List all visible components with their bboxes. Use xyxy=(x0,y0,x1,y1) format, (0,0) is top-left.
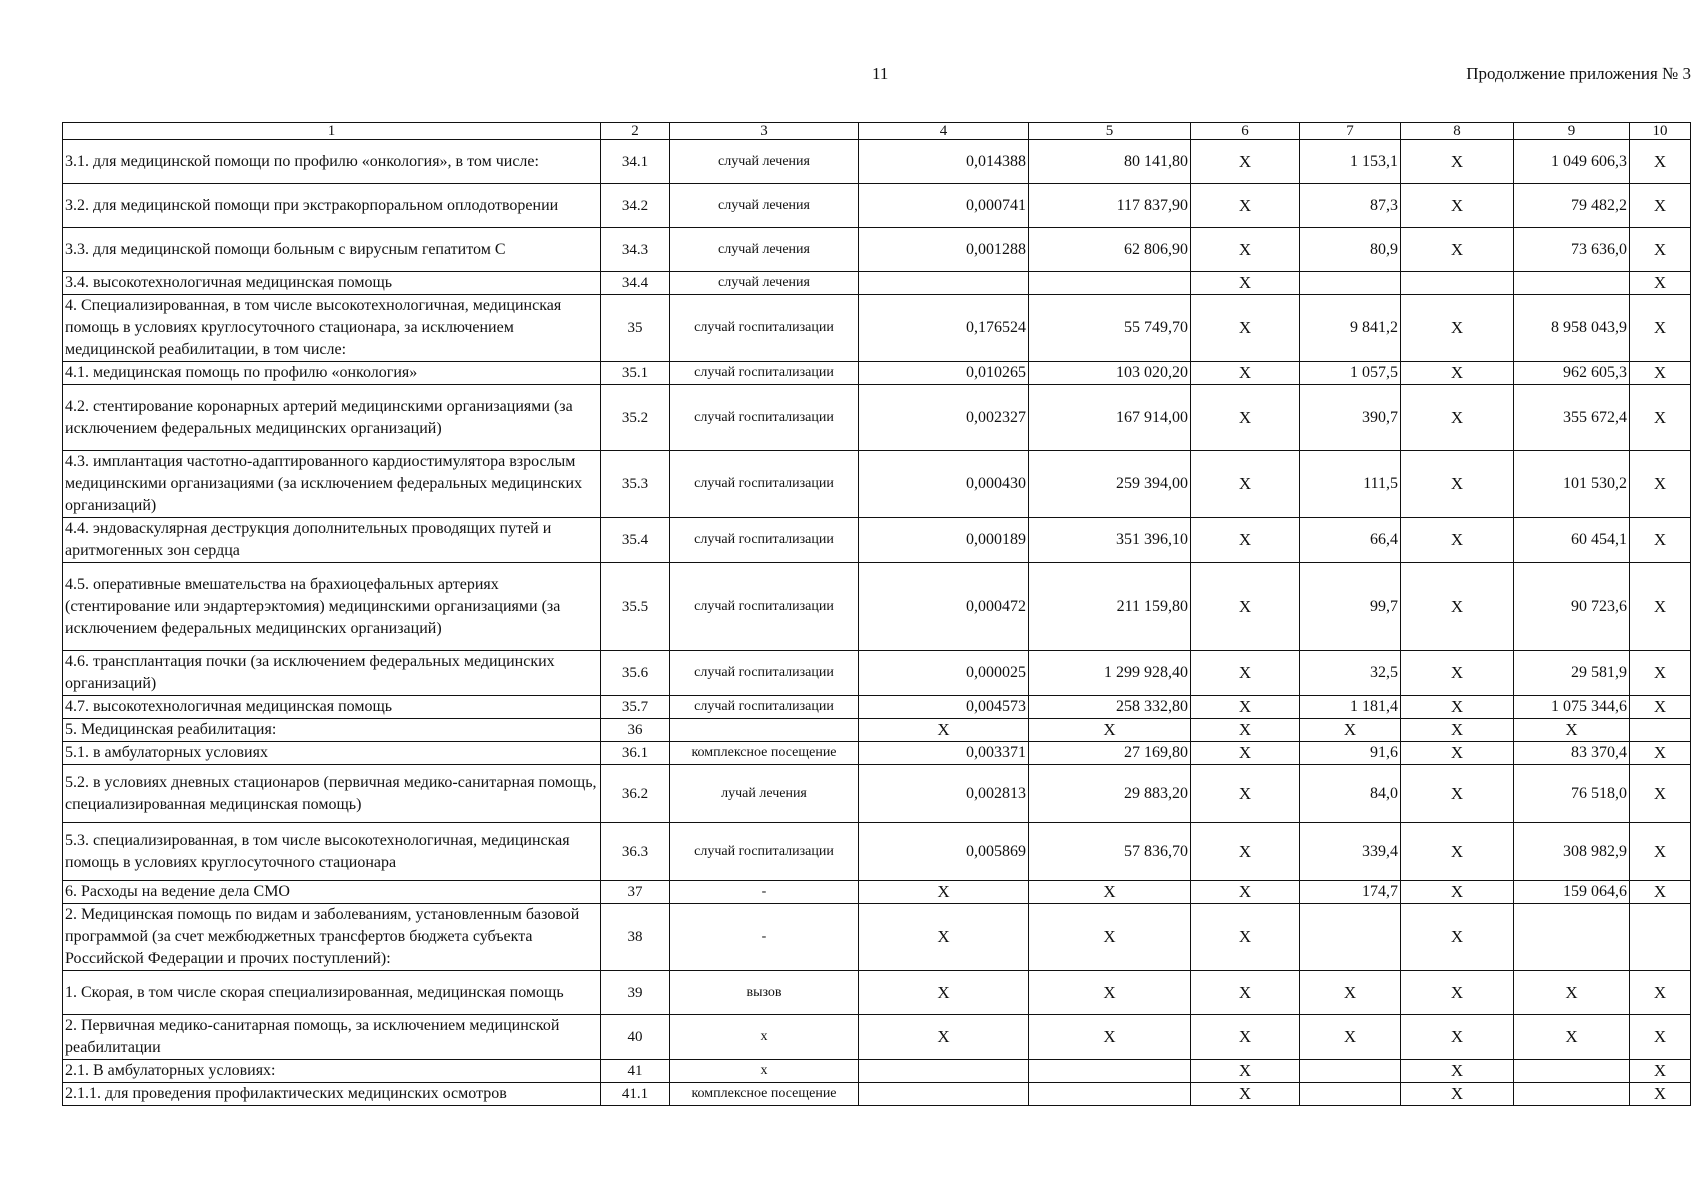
col8-cell: Х xyxy=(1401,1060,1514,1083)
col10-cell: Х xyxy=(1630,1015,1691,1060)
col9-cell: 101 530,2 xyxy=(1514,451,1630,518)
norm-value-cell: Х xyxy=(859,971,1029,1015)
row-code-cell: 40 xyxy=(601,1015,670,1060)
col10-cell: Х xyxy=(1630,971,1691,1015)
col6-cell: Х xyxy=(1191,904,1300,971)
norm-value-cell: 0,004573 xyxy=(859,696,1029,719)
col7-cell: 1 153,1 xyxy=(1300,140,1401,184)
col8-cell xyxy=(1401,272,1514,295)
norm-value-cell: 0,000741 xyxy=(859,184,1029,228)
col7-cell: 9 841,2 xyxy=(1300,295,1401,362)
cost-value-cell: Х xyxy=(1029,971,1191,1015)
unit-cell xyxy=(670,719,859,742)
norm-value-cell: 0,005869 xyxy=(859,823,1029,881)
col9-cell: 73 636,0 xyxy=(1514,228,1630,272)
appendix-continuation-note: Продолжение приложения № 3 xyxy=(1466,64,1691,83)
col7-cell: Х xyxy=(1300,719,1401,742)
norm-value-cell xyxy=(859,1083,1029,1106)
col6-cell: Х xyxy=(1191,765,1300,823)
col7-cell xyxy=(1300,904,1401,971)
col6-cell: Х xyxy=(1191,696,1300,719)
table-header-row xyxy=(63,123,1691,140)
cost-value-cell: 27 169,80 xyxy=(1029,742,1191,765)
table-row xyxy=(63,719,1691,742)
table-row xyxy=(63,881,1691,904)
col6-cell: Х xyxy=(1191,971,1300,1015)
col9-cell xyxy=(1514,272,1630,295)
col10-cell: Х xyxy=(1630,696,1691,719)
unit-cell: случай госпитализации xyxy=(670,385,859,451)
col6-cell: Х xyxy=(1191,385,1300,451)
norm-value-cell: 0,000472 xyxy=(859,563,1029,651)
col7-cell: 84,0 xyxy=(1300,765,1401,823)
column-header: 2 xyxy=(601,123,670,140)
cost-value-cell: Х xyxy=(1029,904,1191,971)
col8-cell: Х xyxy=(1401,295,1514,362)
norm-value-cell: 0,010265 xyxy=(859,362,1029,385)
row-code-cell: 36.3 xyxy=(601,823,670,881)
col6-cell: Х xyxy=(1191,228,1300,272)
unit-cell: случай госпитализации xyxy=(670,823,859,881)
table-row xyxy=(63,140,1691,184)
col10-cell: Х xyxy=(1630,362,1691,385)
table-row xyxy=(63,518,1691,563)
norm-value-cell: 0,001288 xyxy=(859,228,1029,272)
col6-cell: Х xyxy=(1191,719,1300,742)
col8-cell: Х xyxy=(1401,563,1514,651)
cost-value-cell: 259 394,00 xyxy=(1029,451,1191,518)
item-name-cell: 2.1.1. для проведения профилактических медицинских осмотров xyxy=(63,1083,601,1106)
col9-cell xyxy=(1514,904,1630,971)
cost-value-cell: 103 020,20 xyxy=(1029,362,1191,385)
col10-cell: Х xyxy=(1630,228,1691,272)
unit-cell: случай госпитализации xyxy=(670,518,859,563)
row-code-cell: 34.2 xyxy=(601,184,670,228)
unit-cell: комплексное посещение xyxy=(670,1083,859,1106)
row-code-cell: 35 xyxy=(601,295,670,362)
col9-cell: 308 982,9 xyxy=(1514,823,1630,881)
col6-cell: Х xyxy=(1191,362,1300,385)
cost-value-cell xyxy=(1029,272,1191,295)
col9-cell: 83 370,4 xyxy=(1514,742,1630,765)
col9-cell: Х xyxy=(1514,719,1630,742)
column-header: 4 xyxy=(859,123,1029,140)
table-row xyxy=(63,228,1691,272)
norm-value-cell: 0,002813 xyxy=(859,765,1029,823)
item-name-cell: 4.3. имплантация частотно-адаптированного кардиостимулятора взрослым медицинскими организациями (за исключением федеральных медицинских организаций) xyxy=(63,451,601,518)
unit-cell: случай лечения xyxy=(670,140,859,184)
row-code-cell: 37 xyxy=(601,881,670,904)
table-row xyxy=(63,696,1691,719)
col9-cell: 1 075 344,6 xyxy=(1514,696,1630,719)
col8-cell: Х xyxy=(1401,765,1514,823)
table-row xyxy=(63,823,1691,881)
col10-cell: Х xyxy=(1630,295,1691,362)
col8-cell: Х xyxy=(1401,1083,1514,1106)
col6-cell: Х xyxy=(1191,1083,1300,1106)
table-row xyxy=(63,362,1691,385)
col9-cell: Х xyxy=(1514,971,1630,1015)
col7-cell: 32,5 xyxy=(1300,651,1401,696)
cost-value-cell: 211 159,80 xyxy=(1029,563,1191,651)
col8-cell: Х xyxy=(1401,719,1514,742)
unit-cell: случай госпитализации xyxy=(670,563,859,651)
column-header: 3 xyxy=(670,123,859,140)
unit-cell: вызов xyxy=(670,971,859,1015)
col8-cell: Х xyxy=(1401,518,1514,563)
norm-value-cell: Х xyxy=(859,1015,1029,1060)
cost-value-cell: 55 749,70 xyxy=(1029,295,1191,362)
col8-cell: Х xyxy=(1401,184,1514,228)
norm-value-cell: 0,003371 xyxy=(859,742,1029,765)
col8-cell: Х xyxy=(1401,823,1514,881)
cost-value-cell: 258 332,80 xyxy=(1029,696,1191,719)
col7-cell: 80,9 xyxy=(1300,228,1401,272)
col6-cell: Х xyxy=(1191,272,1300,295)
item-name-cell: 2. Медицинская помощь по видам и заболеваниям, установленным базовой программой (за счет межбюджетных трансфертов бюджета субъекта Российской Федерации и прочих поступлений): xyxy=(63,904,601,971)
row-code-cell: 35.7 xyxy=(601,696,670,719)
col8-cell: Х xyxy=(1401,451,1514,518)
table-row xyxy=(63,742,1691,765)
unit-cell: лучай лечения xyxy=(670,765,859,823)
col10-cell: Х xyxy=(1630,1083,1691,1106)
norm-value-cell: Х xyxy=(859,719,1029,742)
table-row xyxy=(63,1083,1691,1106)
item-name-cell: 3.4. высокотехнологичная медицинская помощь xyxy=(63,272,601,295)
col6-cell: Х xyxy=(1191,823,1300,881)
cost-value-cell: 167 914,00 xyxy=(1029,385,1191,451)
cost-value-cell: 1 299 928,40 xyxy=(1029,651,1191,696)
col10-cell: Х xyxy=(1630,1060,1691,1083)
unit-cell: случай госпитализации xyxy=(670,451,859,518)
cost-value-cell: 29 883,20 xyxy=(1029,765,1191,823)
col8-cell: Х xyxy=(1401,1015,1514,1060)
norm-value-cell: 0,176524 xyxy=(859,295,1029,362)
cost-value-cell: Х xyxy=(1029,1015,1191,1060)
item-name-cell: 3.3. для медицинской помощи больным с вирусным гепатитом С xyxy=(63,228,601,272)
item-name-cell: 1. Скорая, в том числе скорая специализированная, медицинская помощь xyxy=(63,971,601,1015)
col9-cell xyxy=(1514,1060,1630,1083)
col9-cell: 8 958 043,9 xyxy=(1514,295,1630,362)
table-row xyxy=(63,295,1691,362)
unit-cell: случай лечения xyxy=(670,272,859,295)
item-name-cell: 4.6. трансплантация почки (за исключением федеральных медицинских организаций) xyxy=(63,651,601,696)
col7-cell: 390,7 xyxy=(1300,385,1401,451)
col6-cell: Х xyxy=(1191,1015,1300,1060)
col7-cell: 99,7 xyxy=(1300,563,1401,651)
col8-cell: Х xyxy=(1401,140,1514,184)
cost-value-cell xyxy=(1029,1083,1191,1106)
col6-cell: Х xyxy=(1191,518,1300,563)
data-table xyxy=(62,122,1691,1106)
row-code-cell: 35.3 xyxy=(601,451,670,518)
col10-cell: Х xyxy=(1630,451,1691,518)
col10-cell xyxy=(1630,904,1691,971)
norm-value-cell: 0,000025 xyxy=(859,651,1029,696)
unit-cell: х xyxy=(670,1015,859,1060)
item-name-cell: 5.1. в амбулаторных условиях xyxy=(63,742,601,765)
column-header: 10 xyxy=(1630,123,1691,140)
col7-cell: 1 057,5 xyxy=(1300,362,1401,385)
item-name-cell: 4.5. оперативные вмешательства на брахиоцефальных артериях (стентирование или эндартерэктомия) медицинскими организациями (за исключением федеральных медицинских организаций) xyxy=(63,563,601,651)
column-header: 7 xyxy=(1300,123,1401,140)
unit-cell: случай лечения xyxy=(670,228,859,272)
table-row xyxy=(63,184,1691,228)
column-header: 1 xyxy=(63,123,601,140)
column-header: 6 xyxy=(1191,123,1300,140)
table-row xyxy=(63,385,1691,451)
col10-cell: Х xyxy=(1630,881,1691,904)
col10-cell: Х xyxy=(1630,563,1691,651)
item-name-cell: 2. Первичная медико-санитарная помощь, за исключением медицинской реабилитации xyxy=(63,1015,601,1060)
norm-value-cell: 0,014388 xyxy=(859,140,1029,184)
column-header: 8 xyxy=(1401,123,1514,140)
cost-value-cell xyxy=(1029,1060,1191,1083)
item-name-cell: 2.1. В амбулаторных условиях: xyxy=(63,1060,601,1083)
unit-cell: случай госпитализации xyxy=(670,362,859,385)
row-code-cell: 34.1 xyxy=(601,140,670,184)
cost-value-cell: Х xyxy=(1029,881,1191,904)
item-name-cell: 5. Медицинская реабилитация: xyxy=(63,719,601,742)
cost-value-cell: 80 141,80 xyxy=(1029,140,1191,184)
col8-cell: Х xyxy=(1401,881,1514,904)
row-code-cell: 35.5 xyxy=(601,563,670,651)
col6-cell: Х xyxy=(1191,742,1300,765)
col9-cell: 962 605,3 xyxy=(1514,362,1630,385)
col9-cell xyxy=(1514,1083,1630,1106)
col6-cell: Х xyxy=(1191,651,1300,696)
col7-cell: 174,7 xyxy=(1300,881,1401,904)
item-name-cell: 4.4. эндоваскулярная деструкция дополнительных проводящих путей и аритмогенных зон сердца xyxy=(63,518,601,563)
col10-cell: Х xyxy=(1630,651,1691,696)
table-row xyxy=(63,651,1691,696)
row-code-cell: 34.4 xyxy=(601,272,670,295)
col8-cell: Х xyxy=(1401,362,1514,385)
row-code-cell: 34.3 xyxy=(601,228,670,272)
norm-value-cell: Х xyxy=(859,881,1029,904)
col9-cell: 79 482,2 xyxy=(1514,184,1630,228)
col9-cell: 90 723,6 xyxy=(1514,563,1630,651)
row-code-cell: 38 xyxy=(601,904,670,971)
norm-value-cell: Х xyxy=(859,904,1029,971)
item-name-cell: 3.2. для медицинской помощи при экстракорпоральном оплодотворении xyxy=(63,184,601,228)
row-code-cell: 39 xyxy=(601,971,670,1015)
table-row xyxy=(63,563,1691,651)
data-table-container xyxy=(62,122,1690,1106)
col6-cell: Х xyxy=(1191,184,1300,228)
col10-cell: Х xyxy=(1630,765,1691,823)
col6-cell: Х xyxy=(1191,140,1300,184)
row-code-cell: 35.1 xyxy=(601,362,670,385)
col7-cell: 111,5 xyxy=(1300,451,1401,518)
row-code-cell: 35.6 xyxy=(601,651,670,696)
col7-cell: 1 181,4 xyxy=(1300,696,1401,719)
col9-cell: 29 581,9 xyxy=(1514,651,1630,696)
table-row xyxy=(63,765,1691,823)
col7-cell: 66,4 xyxy=(1300,518,1401,563)
cost-value-cell: Х xyxy=(1029,719,1191,742)
row-code-cell: 35.4 xyxy=(601,518,670,563)
table-body xyxy=(63,140,1691,1106)
row-code-cell: 36 xyxy=(601,719,670,742)
col6-cell: Х xyxy=(1191,295,1300,362)
col7-cell xyxy=(1300,1083,1401,1106)
column-header: 5 xyxy=(1029,123,1191,140)
cost-value-cell: 117 837,90 xyxy=(1029,184,1191,228)
unit-cell: случай госпитализации xyxy=(670,696,859,719)
col10-cell: Х xyxy=(1630,823,1691,881)
norm-value-cell xyxy=(859,272,1029,295)
item-name-cell: 4.7. высокотехнологичная медицинская помощь xyxy=(63,696,601,719)
row-code-cell: 41 xyxy=(601,1060,670,1083)
table-row xyxy=(63,971,1691,1015)
col10-cell: Х xyxy=(1630,140,1691,184)
page-number: 11 xyxy=(872,64,889,83)
unit-cell: случай госпитализации xyxy=(670,651,859,696)
col10-cell: Х xyxy=(1630,742,1691,765)
cost-value-cell: 57 836,70 xyxy=(1029,823,1191,881)
unit-cell: - xyxy=(670,881,859,904)
col7-cell xyxy=(1300,272,1401,295)
row-code-cell: 36.1 xyxy=(601,742,670,765)
norm-value-cell: 0,000189 xyxy=(859,518,1029,563)
col10-cell: Х xyxy=(1630,385,1691,451)
col8-cell: Х xyxy=(1401,971,1514,1015)
table-row xyxy=(63,904,1691,971)
table-row xyxy=(63,272,1691,295)
col10-cell: Х xyxy=(1630,518,1691,563)
col8-cell: Х xyxy=(1401,742,1514,765)
row-code-cell: 36.2 xyxy=(601,765,670,823)
item-name-cell: 4.2. стентирование коронарных артерий медицинскими организациями (за исключением федеральных медицинских организаций) xyxy=(63,385,601,451)
item-name-cell: 6. Расходы на ведение дела СМО xyxy=(63,881,601,904)
item-name-cell: 3.1. для медицинской помощи по профилю «онкология», в том числе: xyxy=(63,140,601,184)
col7-cell: Х xyxy=(1300,971,1401,1015)
column-header: 9 xyxy=(1514,123,1630,140)
col8-cell: Х xyxy=(1401,696,1514,719)
table-row xyxy=(63,451,1691,518)
unit-cell: случай лечения xyxy=(670,184,859,228)
col8-cell: Х xyxy=(1401,228,1514,272)
col10-cell: Х xyxy=(1630,272,1691,295)
unit-cell: х xyxy=(670,1060,859,1083)
col7-cell: 339,4 xyxy=(1300,823,1401,881)
item-name-cell: 5.3. специализированная, в том числе высокотехнологичная, медицинская помощь в условиях круглосуточного стационара xyxy=(63,823,601,881)
cost-value-cell: 62 806,90 xyxy=(1029,228,1191,272)
col8-cell: Х xyxy=(1401,385,1514,451)
unit-cell: - xyxy=(670,904,859,971)
col7-cell: Х xyxy=(1300,1015,1401,1060)
cost-value-cell: 351 396,10 xyxy=(1029,518,1191,563)
col8-cell: Х xyxy=(1401,904,1514,971)
unit-cell: случай госпитализации xyxy=(670,295,859,362)
col7-cell xyxy=(1300,1060,1401,1083)
row-code-cell: 41.1 xyxy=(601,1083,670,1106)
table-row xyxy=(63,1060,1691,1083)
col6-cell: Х xyxy=(1191,451,1300,518)
col9-cell: 60 454,1 xyxy=(1514,518,1630,563)
item-name-cell: 4. Специализированная, в том числе высокотехнологичная, медицинская помощь в условиях круглосуточного стационара, за исключением медицинской реабилитации, в том числе: xyxy=(63,295,601,362)
col9-cell: 159 064,6 xyxy=(1514,881,1630,904)
col6-cell: Х xyxy=(1191,1060,1300,1083)
col8-cell: Х xyxy=(1401,651,1514,696)
col7-cell: 91,6 xyxy=(1300,742,1401,765)
unit-cell: комплексное посещение xyxy=(670,742,859,765)
col6-cell: Х xyxy=(1191,881,1300,904)
table-row xyxy=(63,1015,1691,1060)
item-name-cell: 5.2. в условиях дневных стационаров (первичная медико-санитарная помощь, специализированная медицинская помощь) xyxy=(63,765,601,823)
norm-value-cell xyxy=(859,1060,1029,1083)
col10-cell xyxy=(1630,719,1691,742)
norm-value-cell: 0,000430 xyxy=(859,451,1029,518)
col9-cell: Х xyxy=(1514,1015,1630,1060)
col10-cell: Х xyxy=(1630,184,1691,228)
col9-cell: 1 049 606,3 xyxy=(1514,140,1630,184)
col7-cell: 87,3 xyxy=(1300,184,1401,228)
row-code-cell: 35.2 xyxy=(601,385,670,451)
col9-cell: 355 672,4 xyxy=(1514,385,1630,451)
col6-cell: Х xyxy=(1191,563,1300,651)
col9-cell: 76 518,0 xyxy=(1514,765,1630,823)
norm-value-cell: 0,002327 xyxy=(859,385,1029,451)
item-name-cell: 4.1. медицинская помощь по профилю «онкология» xyxy=(63,362,601,385)
